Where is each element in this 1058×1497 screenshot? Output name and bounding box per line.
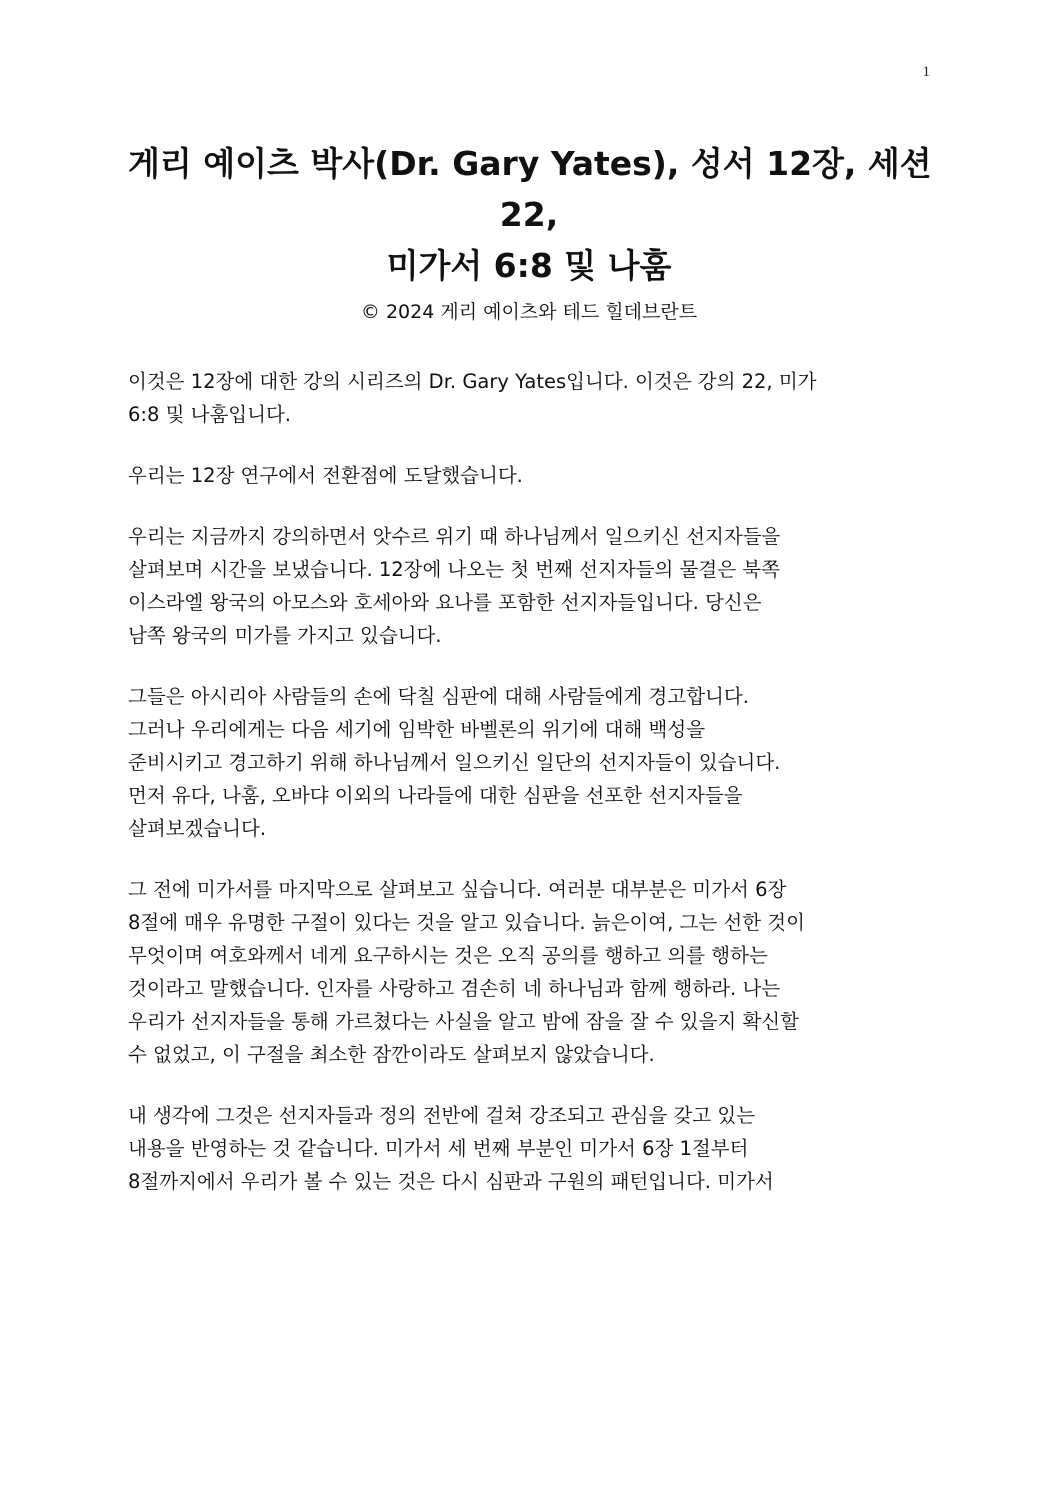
title-line-3: 미가서 6:8 및 나훔 bbox=[386, 246, 672, 285]
paragraph-line: 이스라엘 왕국의 아모스와 호세아와 요나를 포함한 선지자들입니다. 당신은 bbox=[128, 591, 762, 614]
paragraph-line: 내용을 반영하는 것 같습니다. 미가서 세 번째 부분인 미가서 6장 1절부터 bbox=[128, 1137, 749, 1160]
paragraph-line: 준비시키고 경고하기 위해 하나님께서 일으키신 일단의 선지자들이 있습니다. bbox=[128, 751, 781, 774]
paragraph-line: 것이라고 말했습니다. 인자를 사랑하고 겸손히 네 하나님과 함께 행하라. 나는 bbox=[128, 977, 781, 1000]
page-number: 1 bbox=[922, 64, 930, 80]
paragraph-line: 먼저 유다, 나훔, 오바댜 이외의 나라들에 대한 심판을 선포한 선지자들을 bbox=[128, 784, 743, 807]
paragraph-line: 그 전에 미가서를 마지막으로 살펴보고 싶습니다. 여러분 대부분은 미가서 6장 bbox=[128, 878, 787, 901]
paragraph-5 bbox=[128, 873, 934, 1071]
paragraph-line: 내 생각에 그것은 선지자들과 정의 전반에 걸쳐 강조되고 관심을 갖고 있는 bbox=[128, 1104, 756, 1127]
paragraph-2 bbox=[128, 459, 934, 492]
title-line-2: 22, bbox=[499, 195, 559, 234]
paragraph-line: 살펴보겠습니다. bbox=[128, 817, 267, 840]
paragraph-line: 우리가 선지자들을 통해 가르쳤다는 사실을 알고 밤에 잠을 잘 수 있을지 확신할 bbox=[128, 1010, 799, 1033]
paragraph-line: 우리는 지금까지 강의하면서 앗수르 위기 때 하나님께서 일으키신 선지자들을 bbox=[128, 525, 781, 548]
paragraph-line: 이것은 12장에 대한 강의 시리즈의 Dr. Gary Yates입니다. 이것은 강의 22, 미가 bbox=[128, 370, 817, 393]
title-block bbox=[128, 138, 930, 325]
paragraph-line: 8절에 매우 유명한 구절이 있다는 것을 알고 있습니다. 늙은이여, 그는 선한 것이 bbox=[128, 911, 805, 934]
paragraph-6 bbox=[128, 1099, 934, 1198]
paragraph-line: 그러나 우리에게는 다음 세기에 임박한 바벨론의 위기에 대해 백성을 bbox=[128, 718, 706, 741]
paragraph-line: 8절까지에서 우리가 볼 수 있는 것은 다시 심판과 구원의 패턴입니다. 미가서 bbox=[128, 1170, 774, 1193]
copyright-notice: © 2024 게리 예이츠와 테드 힐데브란트 bbox=[360, 301, 698, 323]
paragraph-line: 수 없었고, 이 구절을 최소한 잠깐이라도 살펴보지 않았습니다. bbox=[128, 1043, 655, 1066]
paragraph-line: 무엇이며 여호와께서 네게 요구하시는 것은 오직 공의를 행하고 의를 행하는 bbox=[128, 944, 768, 967]
paragraph-line: 6:8 및 나훔입니다. bbox=[128, 403, 292, 426]
body-text bbox=[128, 365, 934, 1226]
title-line-1: 게리 예이츠 박사(Dr. Gary Yates), 성서 12장, 세션 bbox=[128, 144, 932, 183]
paragraph-4 bbox=[128, 680, 934, 845]
paragraph-line: 남쪽 왕국의 미가를 가지고 있습니다. bbox=[128, 624, 442, 647]
paragraph-1 bbox=[128, 365, 934, 431]
paragraph-3 bbox=[128, 520, 934, 652]
paragraph-line: 그들은 아시리아 사람들의 손에 닥칠 심판에 대해 사람들에게 경고합니다. bbox=[128, 685, 749, 708]
paragraph-line: 우리는 12장 연구에서 전환점에 도달했습니다. bbox=[128, 464, 523, 487]
paragraph-line: 살펴보며 시간을 보냈습니다. 12장에 나오는 첫 번째 선지자들의 물결은 북쪽 bbox=[128, 558, 780, 581]
